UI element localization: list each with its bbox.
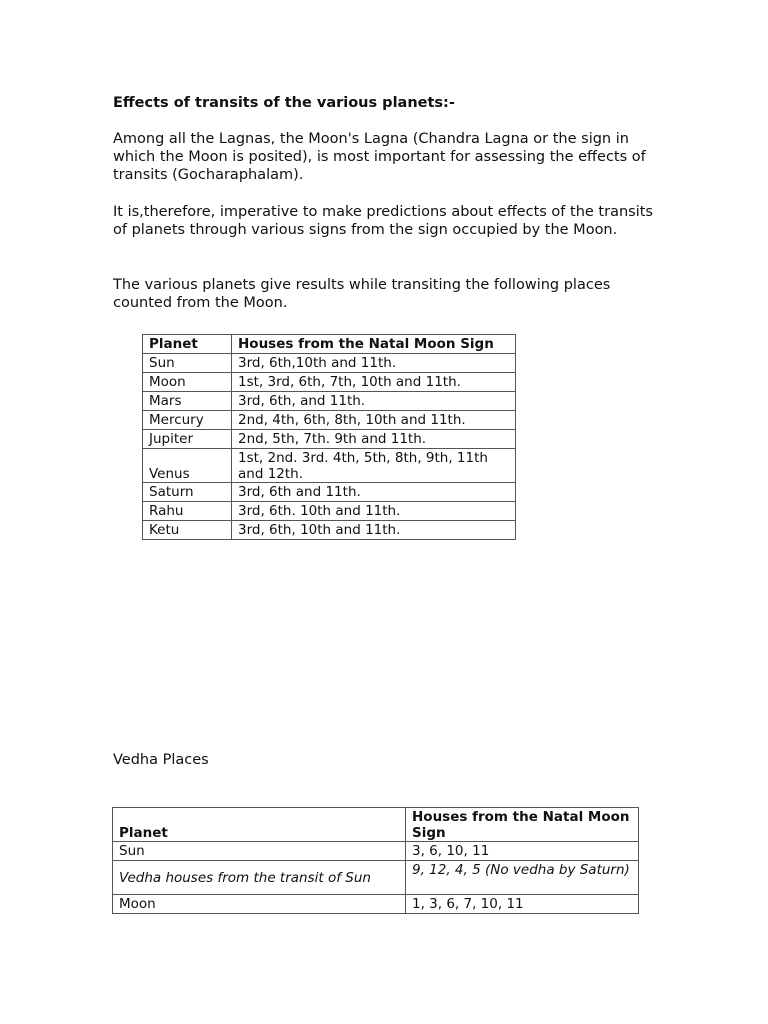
table-header-row — [143, 335, 516, 354]
planet-cell: Moon — [113, 895, 406, 914]
planet-cell: Mars — [143, 392, 232, 411]
table-row — [143, 392, 516, 411]
houses-cell: 1st, 3rd, 6th, 7th, 10th and 11th. — [232, 373, 516, 392]
houses-cell: 3rd, 6th. 10th and 11th. — [232, 502, 516, 521]
planet-cell: Vedha houses from the transit of Sun — [113, 861, 406, 895]
houses-cell: 2nd, 4th, 6th, 8th, 10th and 11th. — [232, 411, 516, 430]
houses-cell: 3rd, 6th, 10th and 11th. — [232, 521, 516, 540]
planet-cell: Venus — [143, 449, 232, 483]
planet-cell: Jupiter — [143, 430, 232, 449]
column-header-houses: Houses from the Natal Moon Sign — [232, 335, 516, 354]
paragraph-predictions: It is,therefore, imperative to make predictions about effects of the transits of planets through various signs from the sign occupied by the Moon. — [113, 204, 653, 238]
table-row — [143, 354, 516, 373]
houses-cell: 1, 3, 6, 7, 10, 11 — [406, 895, 639, 914]
table-row — [143, 502, 516, 521]
houses-cell: 3rd, 6th,10th and 11th. — [232, 354, 516, 373]
vedha-places-title: Vedha Places — [113, 752, 209, 768]
houses-cell: 9, 12, 4, 5 (No vedha by Saturn) — [406, 861, 639, 895]
column-header-planet: Planet — [113, 808, 406, 842]
table-row — [143, 411, 516, 430]
paragraph-lagnas: Among all the Lagnas, the Moon's Lagna (Chandra Lagna or the sign in which the Moon is posited), is most important for assessing the effects of transits (Gocharaphalam). — [113, 131, 646, 183]
planet-cell: Saturn — [143, 483, 232, 502]
planet-cell: Rahu — [143, 502, 232, 521]
planet-cell: Ketu — [143, 521, 232, 540]
planet-cell: Sun — [113, 842, 406, 861]
planet-cell: Sun — [143, 354, 232, 373]
table-row — [143, 430, 516, 449]
houses-cell: 3, 6, 10, 11 — [406, 842, 639, 861]
houses-cell: 1st, 2nd. 3rd. 4th, 5th, 8th, 9th, 11th and 12th. — [232, 449, 516, 483]
column-header-planet: Planet — [143, 335, 232, 354]
table-row — [113, 861, 639, 895]
column-header-houses: Houses from the Natal Moon Sign — [406, 808, 639, 842]
planet-cell: Mercury — [143, 411, 232, 430]
houses-cell: 3rd, 6th and 11th. — [232, 483, 516, 502]
table-row — [143, 483, 516, 502]
planet-cell: Moon — [143, 373, 232, 392]
transit-houses-table — [142, 334, 516, 540]
table-row — [143, 449, 516, 483]
table-row — [143, 521, 516, 540]
document-heading: Effects of transits of the various planets:- — [113, 95, 455, 111]
table-row — [143, 373, 516, 392]
paragraph-transit-places: The various planets give results while transiting the following places counted from the Moon. — [113, 277, 611, 311]
table-header-row — [113, 808, 639, 842]
houses-cell: 2nd, 5th, 7th. 9th and 11th. — [232, 430, 516, 449]
table-row — [113, 895, 639, 914]
table-row — [113, 842, 639, 861]
houses-cell: 3rd, 6th, and 11th. — [232, 392, 516, 411]
vedha-houses-table — [112, 807, 639, 914]
